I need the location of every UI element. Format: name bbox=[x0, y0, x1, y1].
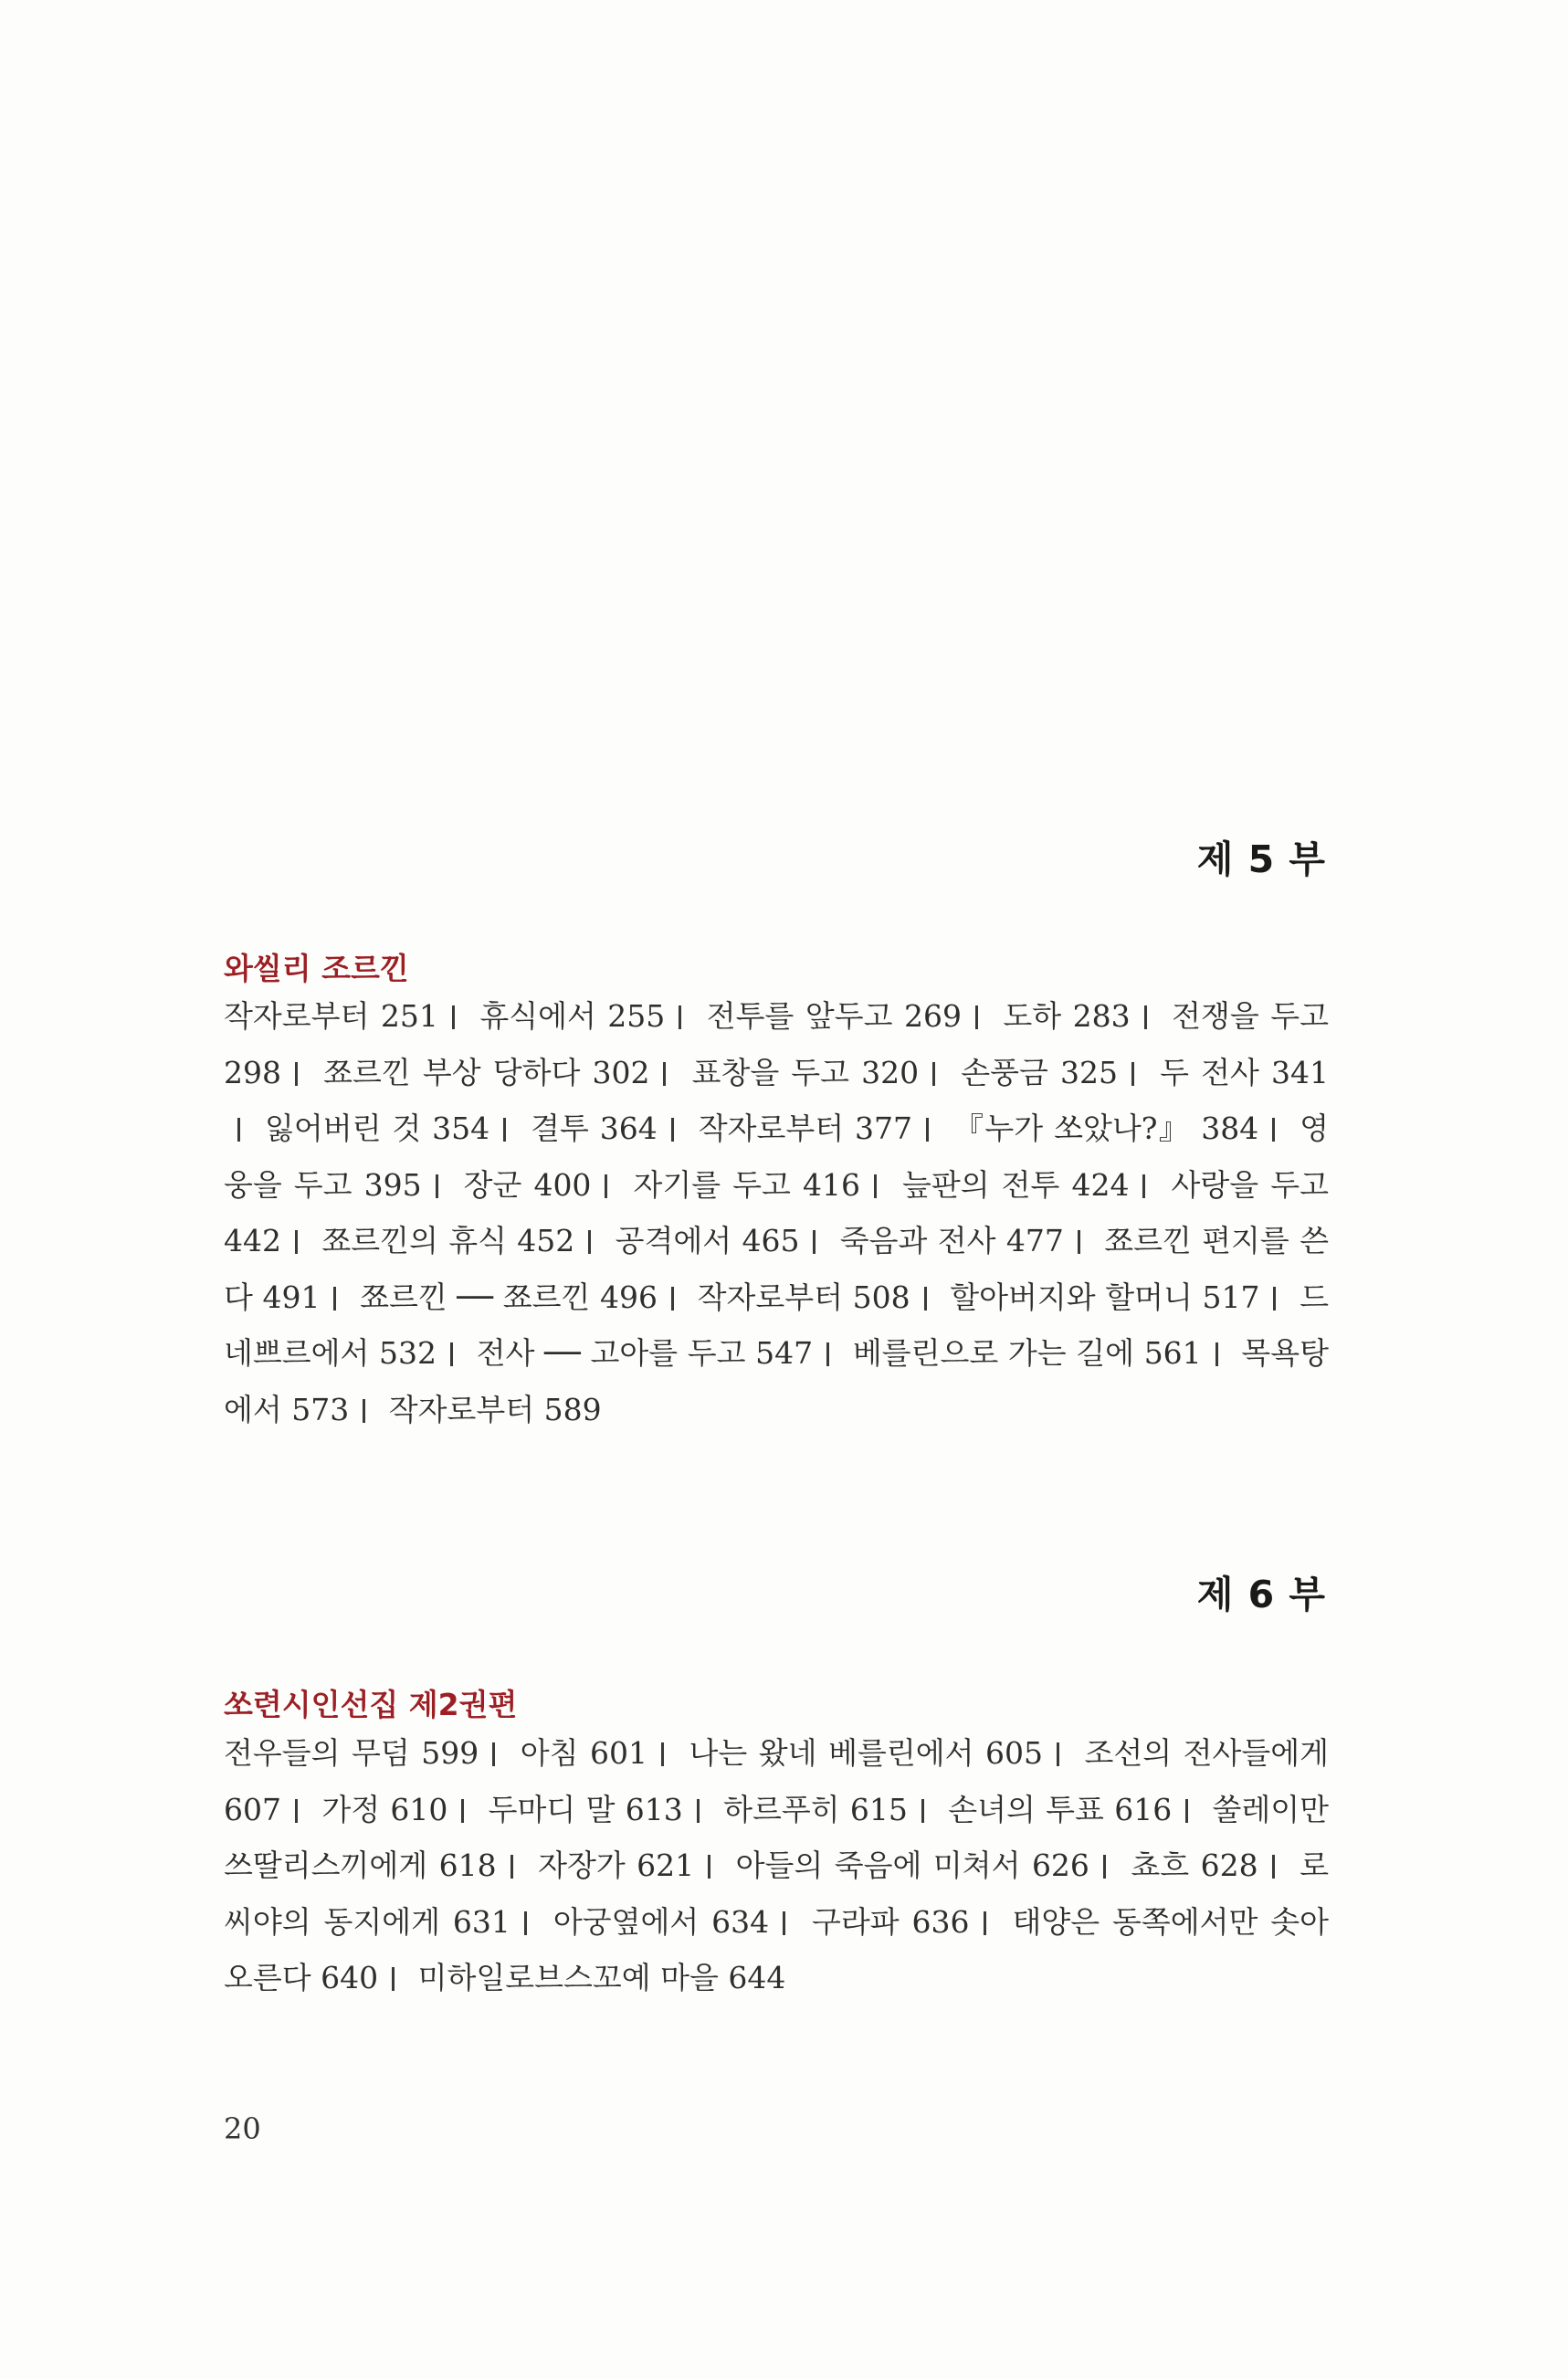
toc-entry: 전사 ── 고아를 두고 547 bbox=[476, 1335, 814, 1371]
toc-entry: 두마디 말 613 bbox=[488, 1791, 683, 1827]
separator-bar bbox=[1273, 1287, 1276, 1311]
separator-bar bbox=[924, 1287, 927, 1311]
toc-entry: 아궁옆에서 634 bbox=[552, 1903, 770, 1940]
toc-entry: 잃어버린 것 354 bbox=[264, 1111, 490, 1146]
separator-bar bbox=[237, 1118, 240, 1142]
separator-bar bbox=[510, 1855, 513, 1879]
toc-entry: 손풍금 325 bbox=[961, 1054, 1118, 1090]
toc-entry: 손녀의 투표 616 bbox=[948, 1791, 1173, 1827]
toc-entry: 아들의 죽음에 미쳐서 626 bbox=[735, 1847, 1089, 1883]
part-6-title: 제 6 부 bbox=[1196, 1573, 1326, 1616]
toc-entry: 결투 364 bbox=[531, 1111, 658, 1146]
toc-entry: 늪판의 전투 424 bbox=[902, 1166, 1130, 1203]
separator-bar bbox=[436, 1174, 438, 1198]
toc-entry: 아침 601 bbox=[520, 1735, 648, 1771]
separator-bar bbox=[921, 1799, 924, 1823]
separator-bar bbox=[524, 1911, 527, 1935]
separator-bar bbox=[1131, 1062, 1134, 1086]
separator-bar bbox=[1185, 1799, 1188, 1823]
separator-bar bbox=[813, 1230, 816, 1254]
toc-entry: 사랑을 두고 442 bbox=[224, 1166, 1329, 1258]
separator-bar bbox=[932, 1062, 935, 1086]
toc-entry: 나는 왔네 베를린에서 605 bbox=[689, 1735, 1043, 1771]
separator-bar bbox=[605, 1174, 607, 1198]
separator-bar bbox=[661, 1742, 664, 1766]
separator-bar bbox=[984, 1911, 986, 1935]
toc-entry: 자기를 두고 416 bbox=[633, 1166, 860, 1203]
separator-bar bbox=[671, 1118, 674, 1142]
separator-bar bbox=[392, 1967, 395, 1991]
toc-entry: 태양은 동쪽에서만 솟아 오른다 640 bbox=[224, 1903, 1329, 1995]
separator-bar bbox=[826, 1342, 829, 1366]
page-number: 20 bbox=[224, 2111, 261, 2146]
toc-entry: 구라파 636 bbox=[812, 1903, 970, 1940]
toc-entry: 휴식에서 255 bbox=[479, 998, 666, 1034]
separator-bar bbox=[450, 1342, 453, 1366]
part-5-toc-list bbox=[224, 988, 1329, 1437]
separator-bar bbox=[333, 1287, 336, 1311]
separator-bar bbox=[492, 1742, 495, 1766]
separator-bar bbox=[874, 1174, 877, 1198]
toc-entry: 쬬르낀 부상 당하다 302 bbox=[323, 1054, 650, 1090]
separator-bar bbox=[671, 1287, 674, 1311]
toc-entry: 쬬르낀 ── 쬬르낀 496 bbox=[360, 1279, 658, 1315]
separator-bar bbox=[679, 1005, 681, 1029]
separator-bar bbox=[1272, 1118, 1275, 1142]
toc-entry: 자장가 621 bbox=[538, 1847, 695, 1883]
toc-entry: 로씨야의 동지에게 631 bbox=[224, 1847, 1329, 1940]
separator-bar bbox=[975, 1005, 978, 1029]
separator-bar bbox=[1078, 1230, 1080, 1254]
separator-bar bbox=[1142, 1174, 1145, 1198]
separator-bar bbox=[1144, 1005, 1147, 1029]
toc-entry: 전투를 앞두고 269 bbox=[706, 998, 962, 1034]
toc-entry: 베를린으로 가는 길에 561 bbox=[852, 1335, 1202, 1371]
toc-entry: 공격에서 465 bbox=[615, 1223, 800, 1258]
toc-entry: 쵸흐 628 bbox=[1131, 1847, 1258, 1883]
separator-bar bbox=[926, 1118, 929, 1142]
toc-entry: 할아버지와 할머니 517 bbox=[950, 1279, 1260, 1315]
separator-bar bbox=[295, 1062, 298, 1086]
separator-bar bbox=[503, 1118, 506, 1142]
toc-entry: 표창을 두고 320 bbox=[691, 1054, 920, 1090]
toc-entry: 하르푸히 615 bbox=[723, 1791, 908, 1827]
toc-entry: 목욕탕에서 573 bbox=[224, 1335, 1329, 1427]
toc-entry: 작자로부터 508 bbox=[697, 1279, 910, 1315]
separator-bar bbox=[663, 1062, 666, 1086]
toc-entry: 작자로부터 377 bbox=[698, 1111, 913, 1146]
part-6-toc-list bbox=[224, 1725, 1329, 2006]
separator-bar bbox=[295, 1230, 298, 1254]
toc-entry: 쬬르낀 편지를 쓴다 491 bbox=[224, 1223, 1329, 1315]
separator-bar bbox=[1272, 1855, 1275, 1879]
toc-entry: 가정 610 bbox=[321, 1791, 448, 1827]
toc-entry: 쬬르낀의 휴식 452 bbox=[321, 1223, 575, 1258]
toc-entry: 장군 400 bbox=[463, 1166, 592, 1203]
toc-entry: 『누가 쏘았나?』 384 bbox=[952, 1111, 1259, 1146]
toc-entry: 전우들의 무덤 599 bbox=[224, 1735, 479, 1771]
separator-bar bbox=[461, 1799, 464, 1823]
separator-bar bbox=[1215, 1342, 1218, 1366]
separator-bar bbox=[783, 1911, 785, 1935]
part-6-section-title: 쏘련시인선집 제2권편 bbox=[224, 1687, 518, 1722]
separator-bar bbox=[1057, 1742, 1059, 1766]
toc-entry: 작자로부터 251 bbox=[224, 998, 438, 1034]
toc-entry: 쑬레이만 쓰딸리스끼에게 618 bbox=[224, 1791, 1330, 1883]
separator-bar bbox=[295, 1799, 298, 1823]
part-5-section-title: 와씰리 조르낀 bbox=[224, 951, 409, 986]
part-5-title: 제 5 부 bbox=[1196, 837, 1326, 881]
toc-entry: 작자로부터 589 bbox=[388, 1391, 602, 1427]
toc-entry: 두 전사 341 bbox=[1160, 1054, 1329, 1090]
separator-bar bbox=[708, 1855, 710, 1879]
toc-entry: 조선의 전사들에게 607 bbox=[224, 1735, 1329, 1827]
separator-bar bbox=[452, 1005, 455, 1029]
toc-entry: 전쟁을 두고 298 bbox=[224, 998, 1329, 1090]
toc-entry: 드네쁘르에서 532 bbox=[224, 1279, 1329, 1371]
separator-bar bbox=[1103, 1855, 1106, 1879]
toc-entry: 영웅을 두고 395 bbox=[224, 1111, 1330, 1203]
toc-entry: 도하 283 bbox=[1003, 998, 1131, 1034]
toc-entry: 미하일로브스꼬예 마을 644 bbox=[417, 1960, 786, 1995]
separator-bar bbox=[363, 1399, 365, 1423]
toc-entry: 죽음과 전사 477 bbox=[839, 1223, 1064, 1258]
separator-bar bbox=[697, 1799, 700, 1823]
separator-bar bbox=[588, 1230, 591, 1254]
